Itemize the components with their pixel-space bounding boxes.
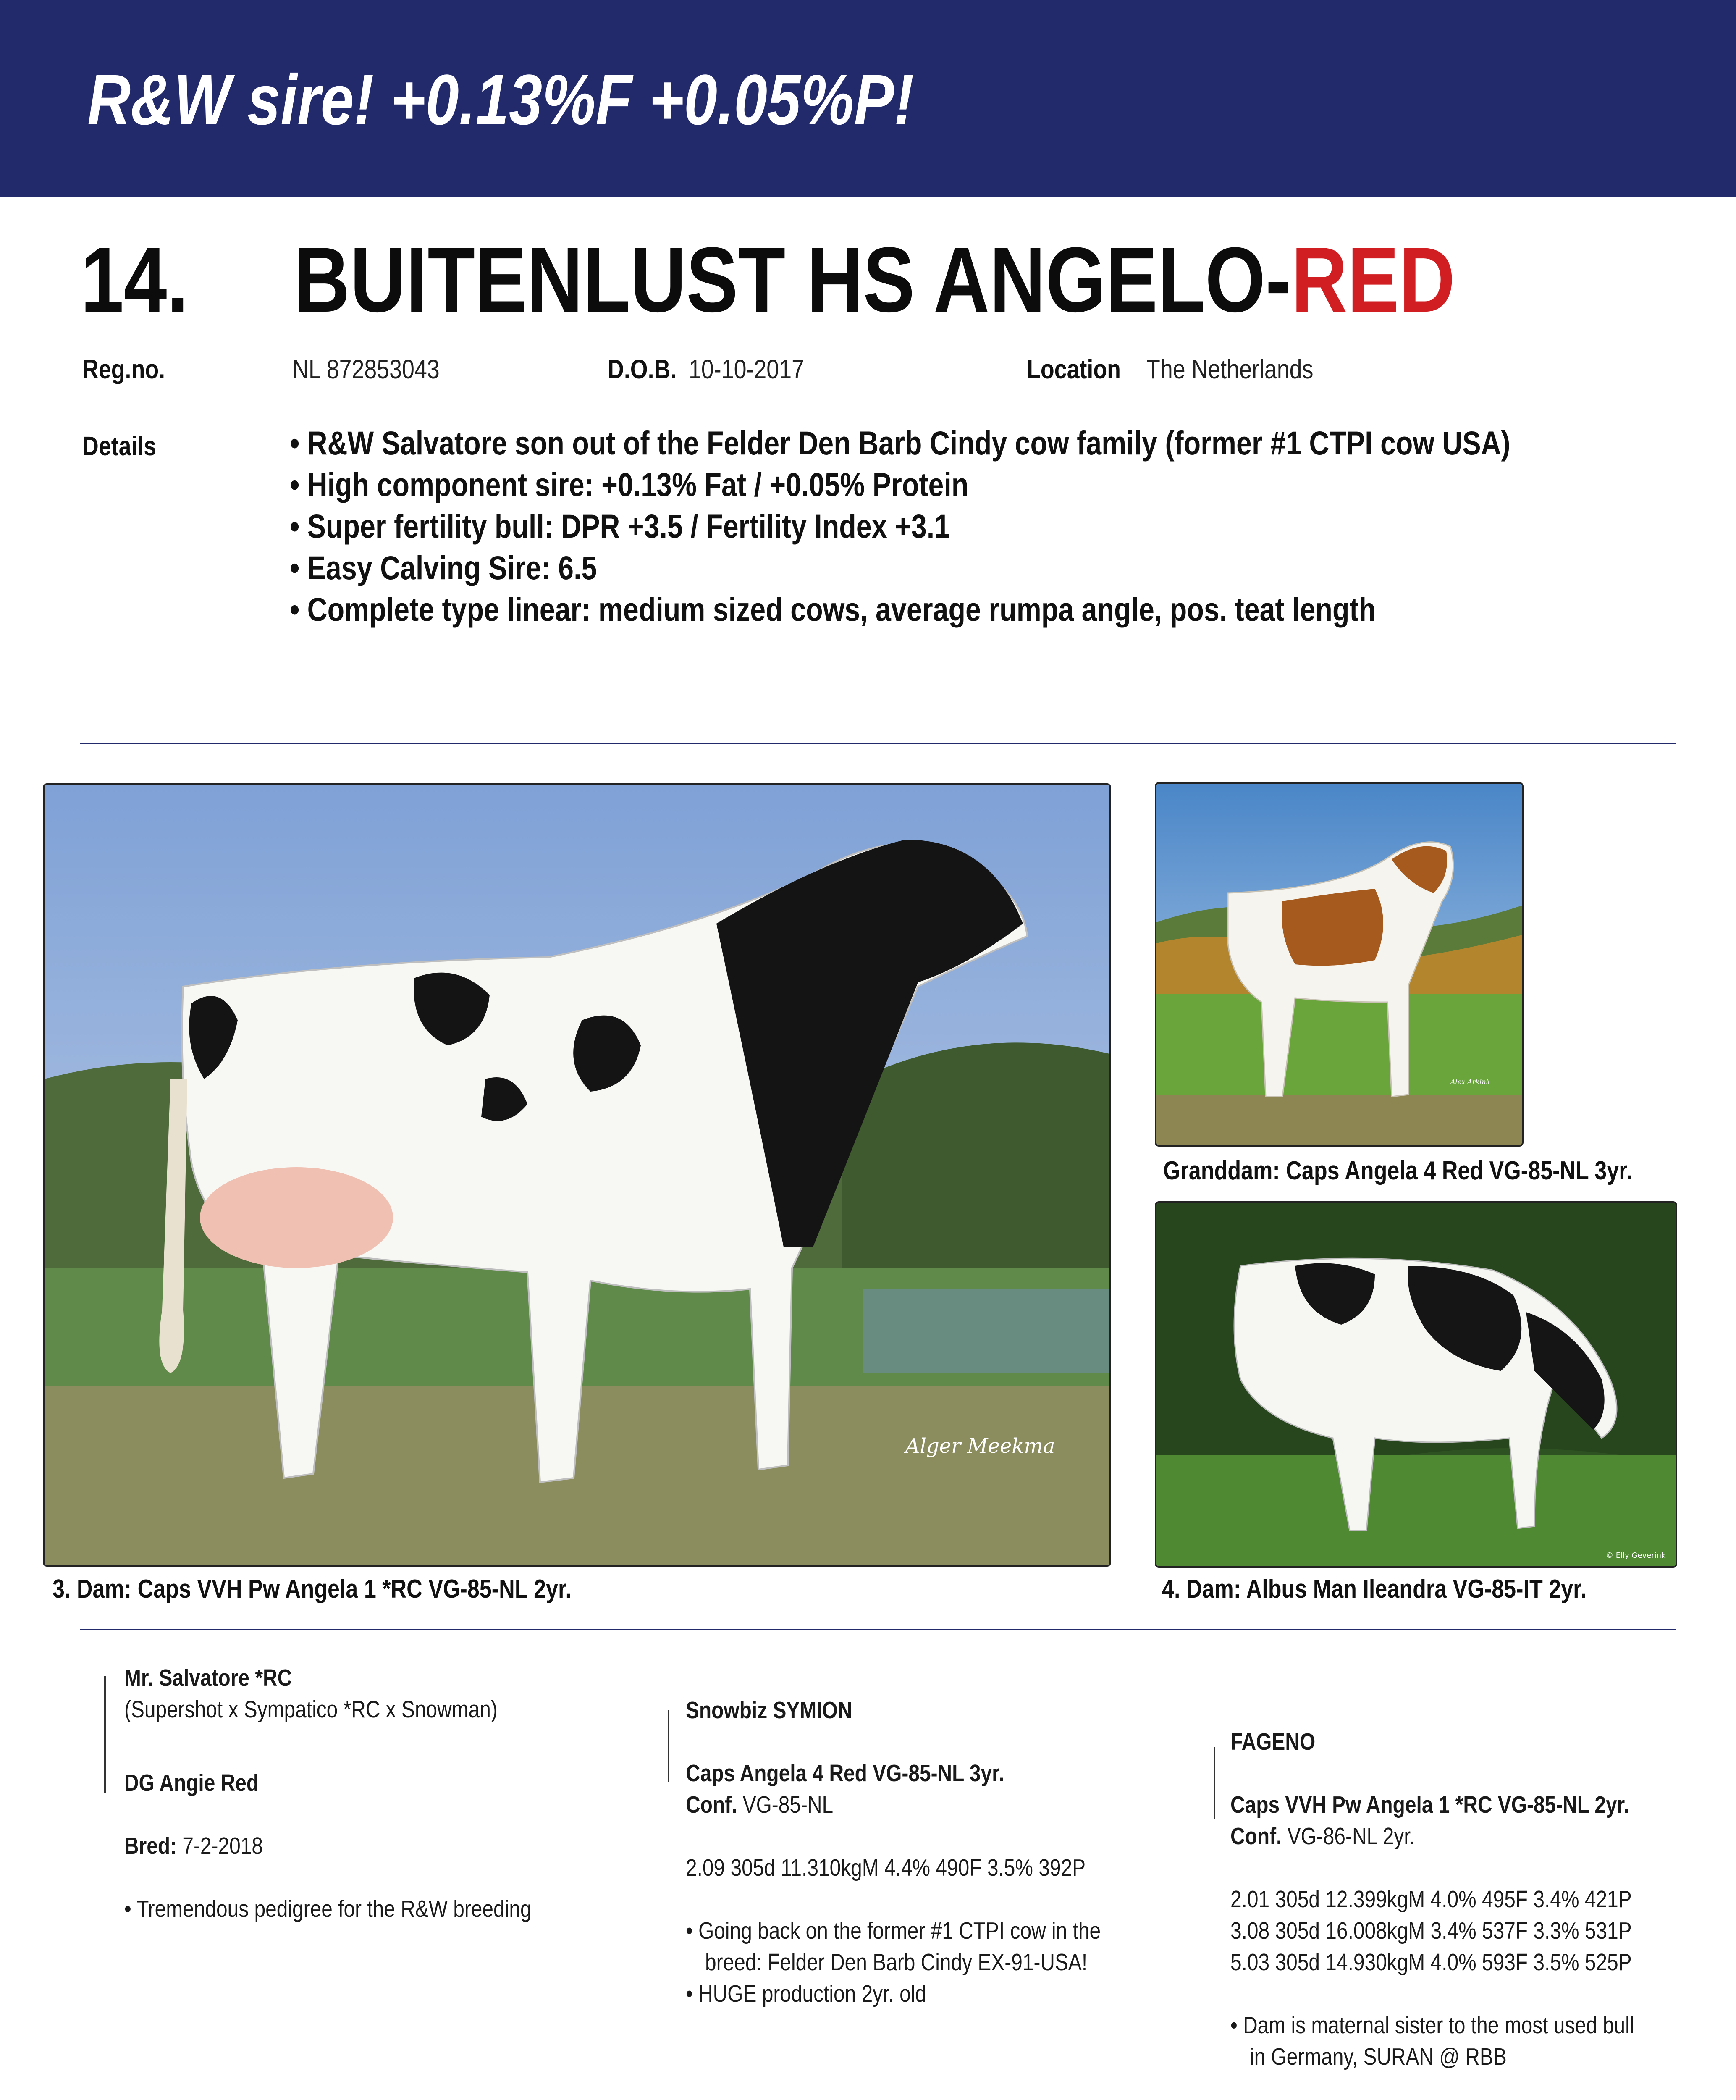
- pedigree-bracket: [668, 1710, 669, 1782]
- bull-name-main: BUITENLUST HS ANGELO-: [294, 228, 1291, 331]
- granddam-note: breed: Felder Den Barb Cindy EX-91-USA!: [705, 1949, 1088, 1976]
- detail-item: • Complete type linear: medium sized cows, average rumpa angle, pos. teat length: [290, 591, 1376, 628]
- pedigree-bracket: [1214, 1747, 1215, 1819]
- pedigree-greatdam-column: [1230, 1726, 1730, 2100]
- main-cow-photo: [43, 783, 1111, 1567]
- dam-production: 2.01 305d 12.399kgM 4.0% 495F 3.4% 421P: [1230, 1886, 1632, 1913]
- detail-item: • Super fertility bull: DPR +3.5 / Fertility Index +3.1: [290, 507, 950, 545]
- pedigree-bracket: [104, 1676, 106, 1793]
- fourth-dam-caption: 4. Dam: Albus Man Ileandra VG-85-IT 2yr.: [1162, 1575, 1587, 1604]
- photo-credit: © Elly Geverink: [1606, 1551, 1666, 1560]
- granddam-caption: Granddam: Caps Angela 4 Red VG-85-NL 3yr.: [1163, 1156, 1633, 1185]
- bull-name-suffix: RED: [1291, 228, 1455, 331]
- main-photo-caption: 3. Dam: Caps VVH Pw Angela 1 *RC VG-85-NL 2yr.: [52, 1575, 572, 1604]
- details-label: Details: [82, 431, 157, 461]
- location-label: Location: [1027, 354, 1121, 384]
- dam-sire: FAGENO: [1230, 1728, 1316, 1755]
- fourth-dam-illustration: [1156, 1203, 1676, 1566]
- lot-number: 14.: [81, 228, 189, 331]
- section-divider: [80, 743, 1676, 744]
- granddam-illustration: [1156, 784, 1522, 1145]
- photo-credit: Alex Arkink: [1450, 1078, 1490, 1086]
- reg-value: NL 872853043: [292, 354, 440, 384]
- dob-value: 10-10-2017: [689, 354, 804, 384]
- detail-item: • Easy Calving Sire: 6.5: [290, 549, 597, 586]
- dam-note: • Dam is maternal sister to the most used bull: [1230, 2012, 1634, 2039]
- granddam-photo: [1155, 782, 1524, 1147]
- bred-date: Bred: 7-2-2018: [124, 1832, 263, 1859]
- granddam-conf: Conf. VG-85-NL: [686, 1791, 834, 1818]
- pedigree-note: • Tremendous pedigree for the R&W breeding: [124, 1895, 532, 1922]
- dam-name: Caps VVH Pw Angela 1 *RC VG-85-NL 2yr.: [1230, 1791, 1629, 1818]
- header-tagline: R&W sire! +0.13%F +0.05%P!: [87, 60, 914, 140]
- section-divider: [80, 1629, 1676, 1630]
- dam-name: DG Angie Red: [124, 1769, 259, 1796]
- details-list: [290, 422, 1736, 630]
- dob-label: D.O.B.: [608, 354, 677, 384]
- photo-credit: Alger Meekma: [905, 1434, 1055, 1458]
- detail-item: • High component sire: +0.13% Fat / +0.05% Protein: [290, 466, 969, 503]
- pedigree-sire-column: [124, 1662, 649, 1925]
- reg-label: Reg.no.: [82, 354, 165, 384]
- maternal-grandsire: Snowbiz SYMION: [686, 1697, 852, 1724]
- fourth-dam-photo: [1155, 1201, 1677, 1568]
- granddam-note: • Going back on the former #1 CTPI cow in the: [686, 1917, 1101, 1944]
- detail-item: • R&W Salvatore son out of the Felder Den Barb Cindy cow family (former #1 CTPI cow USA): [290, 424, 1510, 462]
- dam-production: 3.08 305d 16.008kgM 3.4% 537F 3.3% 531P: [1230, 1917, 1632, 1944]
- location-value: The Netherlands: [1146, 354, 1314, 384]
- granddam-note: • HUGE production 2yr. old: [686, 1980, 926, 2007]
- bull-name: [294, 227, 1676, 333]
- dam-conf: Conf. VG-86-NL 2yr.: [1230, 1823, 1415, 1850]
- granddam-name: Caps Angela 4 Red VG-85-NL 3yr.: [686, 1760, 1004, 1787]
- sire-lineage: (Supershot x Sympatico *RC x Snowman): [124, 1696, 498, 1723]
- dam-note: in Germany, SURAN @ RBB: [1250, 2043, 1507, 2070]
- sire-name: Mr. Salvatore *RC: [124, 1664, 292, 1691]
- dam-production: 5.03 305d 14.930kgM 4.0% 593F 3.5% 525P: [1230, 1949, 1632, 1976]
- pedigree-dam-column: [686, 1695, 1190, 2010]
- main-cow-illustration: [45, 785, 1109, 1565]
- granddam-production: 2.09 305d 11.310kgM 4.4% 490F 3.5% 392P: [686, 1854, 1086, 1881]
